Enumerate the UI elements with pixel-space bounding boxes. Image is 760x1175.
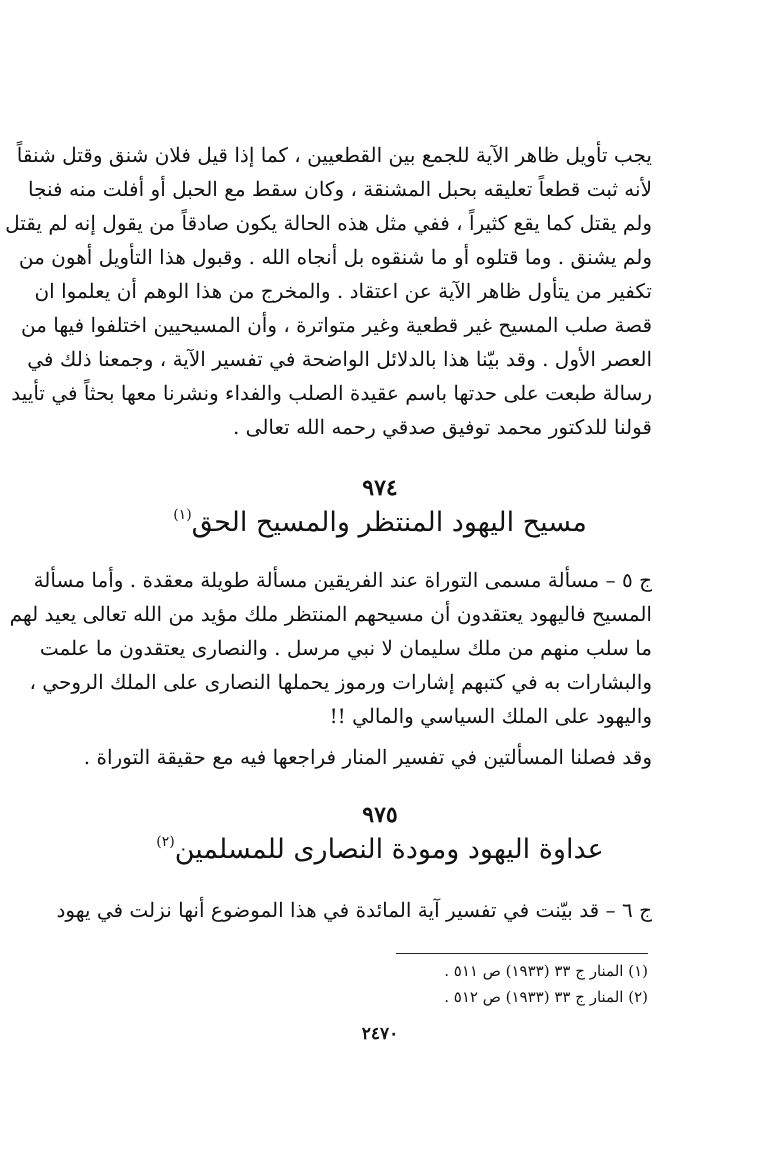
section-number: ٩٧٥ xyxy=(362,802,398,828)
text-line: المسيح فاليهود يعتقدون أن مسيحهم المنتظر ملك مؤيد من الله تعالى يعيد لهم xyxy=(9,602,652,626)
text-line: والبشارات به في كتبهم إشارات ورموز يحملها النصارى على الملك الروحي ، xyxy=(29,670,652,694)
section-title-text: عداوة اليهود ومودة النصارى للمسلمين xyxy=(174,834,604,865)
footnote-divider xyxy=(396,953,648,954)
text-line: ما سلب منهم من ملك سليمان لا نبي مرسل . والنصارى يعتقدون ما علمت xyxy=(39,636,652,660)
text-line: وقد فصلنا المسألتين في تفسير المنار فراجعها فيه مع حقيقة التوراة . xyxy=(83,745,652,769)
text-line: ولم يشنق . وما قتلوه أو ما شنقوه بل أنجاه الله . وقبول هذا التأويل أهون من xyxy=(18,245,652,269)
text-line: تكفير من يتأول ظاهر الآية عن اعتقاد . والمخرج من هذا الوهم أن يعلموا ان xyxy=(34,279,652,303)
text-line: رسالة طبعت على حدتها باسم عقيدة الصلب والفداء ونشرنا معها بحثاً في تأييد xyxy=(11,381,652,405)
footnote: (١) المنار ج ٣٣ (١٩٣٣) ص ٥١١ . xyxy=(444,962,648,980)
footnote-ref: (٢) xyxy=(156,834,175,850)
section-title-text: مسيح اليهود المنتظر والمسيح الحق xyxy=(191,507,587,538)
footnote: (٢) المنار ج ٣٣ (١٩٣٣) ص ٥١٢ . xyxy=(444,988,648,1006)
text-line: ج ٦ – قد بيّنت في تفسير آية المائدة في هذا الموضوع أنها نزلت في يهود xyxy=(56,898,652,922)
text-line: يجب تأويل ظاهر الآية للجمع بين القطعيين ، كما إذا قيل فلان شنق وقتل شنقاً xyxy=(16,143,652,167)
text-line: ولم يقتل كما يقع كثيراً ، ففي مثل هذه الحالة يكون صادقاً من يقول إنه لم يقتل xyxy=(5,211,652,235)
text-line: قصة صلب المسيح غير قطعية وغير متواترة ، وأن المسيحيين اختلفوا فيها من xyxy=(20,313,652,337)
section-number: ٩٧٤ xyxy=(362,475,398,501)
text-line: ج ٥ – مسألة مسمى التوراة عند الفريقين مسألة طويلة معقدة . وأما مسألة xyxy=(33,568,652,592)
text-line: واليهود على الملك السياسي والمالي !! xyxy=(329,704,652,728)
text-line: العصر الأول . وقد بيّنا هذا بالدلائل الواضحة في تفسير الآية ، وجمعنا ذلك في xyxy=(27,347,652,371)
section-title xyxy=(0,834,760,865)
text-line: لأنه ثبت قطعاً تعليقه بحبل المشنقة ، وكان سقط مع الحبل أو أفلت منه فنجا xyxy=(28,177,652,201)
section-title xyxy=(0,507,760,538)
footnote-ref: (١) xyxy=(173,507,192,523)
text-line: قولنا للدكتور محمد توفيق صدقي رحمه الله تعالى . xyxy=(232,415,652,439)
page-number: ٢٤٧٠ xyxy=(361,1024,399,1044)
